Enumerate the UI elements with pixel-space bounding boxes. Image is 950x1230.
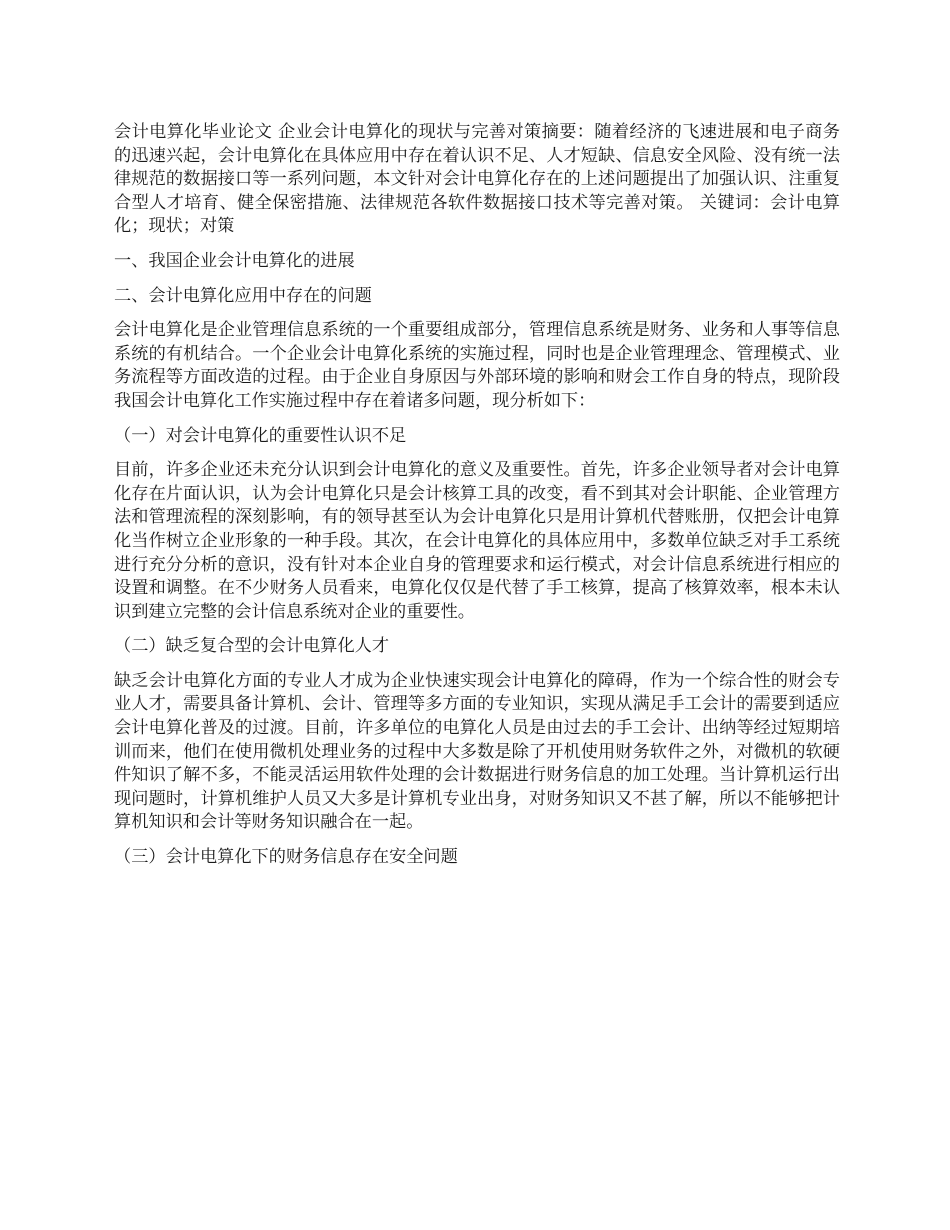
document-page — [114, 121, 840, 881]
body-paragraph-2: 目前，许多企业还未充分认识到会计电算化的意义及重要性。首先，许多企业领导者对会计电算化存在片面认识，认为会计电算化只是会计核算工具的改变，看不到其对会计职能、企业管理方法和管理流程的深刻影响，有的领导甚至认为会计电算化只是用计算机代替账册，仅把会计电算化当作树立企业形象的一种手段。其次，在会计电算化的具体应用中，多数单位缺乏对手工系统进行充分分析的意识，没有针对本企业自身的管理要求和运行模式，对会计信息系统进行相应的设置和调整。在不少财务人员看来，电算化仅仅是代替了手工核算，提高了核算效率，根本未认识到建立完整的会计信息系统对企业的重要性。 — [114, 460, 840, 622]
section-heading-2: 二、会计电算化应用中存在的问题 — [114, 285, 372, 306]
body-paragraph-1: 会计电算化是企业管理信息系统的一个重要组成部分，管理信息系统是财务、业务和人事等信息系统的有机结合。一个企业会计电算化系统的实施过程，同时也是企业管理理念、管理模式、业务流程等方面改造的过程。由于企业自身原因与外部环境的影响和财会工作自身的特点，现阶段我国会计电算化工作实施过程中存在着诸多问题，现分析如下： — [114, 320, 840, 411]
subsection-heading-1: （一）对会计电算化的重要性认识不足 — [114, 425, 407, 446]
section-heading-1: 一、我国企业会计电算化的进展 — [114, 250, 355, 271]
body-paragraph-3: 缺乏会计电算化方面的专业人才成为企业快速实现会计电算化的障碍，作为一个综合性的财会专业人才，需要具备计算机、会计、管理等多方面的专业知识，实现从满足手工会计的需要到适应会计电算化普及的过渡。目前，许多单位的电算化人员是由过去的手工会计、出纳等经过短期培训而来，他们在使用微机处理业务的过程中大多数是除了开机使用财务软件之外，对微机的软硬件知识了解不多，不能灵活运用软件处理的会计数据进行财务信息的加工处理。当计算机运行出现问题时，计算机维护人员又大多是计算机专业出身，对财务知识又不甚了解，所以不能够把计算机知识和会计等财务知识融合在一起。 — [114, 670, 840, 833]
abstract-paragraph: 会计电算化毕业论文 企业会计电算化的现状与完善对策摘要：随着经济的飞速进展和电子商务的迅速兴起，会计电算化在具体应用中存在着认识不足、人才短缺、信息安全风险、没有统一法律规范的数据接口等一系列问题，本文针对会计电算化存在的上述问题提出了加强认识、注重复合型人才培育、健全保密措施、法律规范各软件数据接口技术等完善对策。 关键词：会计电算化；现状；对策 — [114, 122, 840, 237]
subsection-heading-3: （三）会计电算化下的财务信息存在安全问题 — [114, 847, 458, 868]
subsection-heading-2: （二）缺乏复合型的会计电算化人才 — [114, 636, 390, 657]
